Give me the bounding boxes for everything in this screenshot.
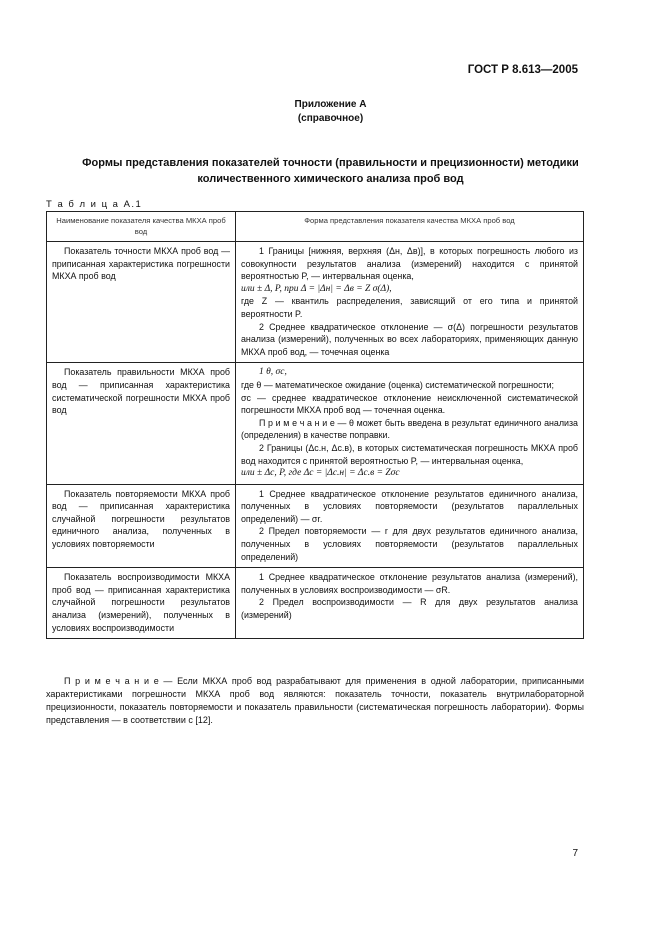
table-row: [47, 242, 584, 363]
form-line: где θ — математическое ожидание (оценка) систематической погрешности;: [241, 379, 555, 390]
form-line: 2 Предел повторяемости — r для двух результатов единичного анализа, полученных в условиях повторяемости (результатов параллельных определений): [241, 526, 578, 562]
header-representation-form: Форма представления показателя качества МКХА проб вод: [236, 212, 584, 242]
form-note: П р и м е ч а н и е — θ может быть введена в результат единичного анализа (определения) в качестве поправки.: [241, 417, 578, 441]
form-formula: 1 θ, σс,: [259, 367, 287, 378]
section-title: Формы представления показателей точности (правильности и прецизионности) методики количественного химического анализа проб вод: [82, 157, 579, 185]
indicator-name: Показатель воспроизводимости МКХА проб вод — приписанная характеристика случайной погрешности результатов анализа (измерений), полученных в условиях воспроизводимости: [52, 572, 230, 633]
appendix-title: Приложение А: [294, 99, 367, 110]
quality-indicators-table: [46, 211, 584, 639]
indicator-name-cell: [47, 242, 236, 363]
form-line: 1 Среднее квадратическое отклонение результатов анализа (измерений), полученных в условиях воспроизводимости — σR.: [241, 572, 578, 595]
form-formula: или ± Δс, P, где Δс = |Δс.н| = Δс.в = Zσс: [241, 468, 400, 479]
form-line: 2 Границы (Δс.н, Δс.в), в которых систематическая погрешность МКХА проб вод находится с принятой вероятностью P, — интервальная оценка,: [241, 442, 578, 466]
table-row: [47, 568, 584, 639]
table-label: Т а б л и ц а А.1: [46, 199, 143, 210]
table-row: [47, 363, 584, 484]
form-line: 1 Границы [нижняя, верхняя (Δн, Δв)], в которых погрешность любого из совокупности результатов анализа (измерений) находится с принятой вероятностью P, — интервальная оценка,: [241, 246, 578, 282]
indicator-name: Показатель правильности МКХА проб вод — приписанная характеристика систематической погрешности МКХА проб вод: [52, 367, 230, 416]
appendix-heading: [0, 98, 661, 126]
form-line: σс — среднее квадратическое отклонение неисключенной систематической погрешности МКХА проб вод — точечная оценка.: [241, 392, 578, 416]
table-header-row: [47, 212, 584, 242]
representation-form-cell: [236, 568, 584, 639]
indicator-name: Показатель точности МКХА проб вод — приписанная характеристика погрешности МКХА проб вод: [52, 246, 230, 282]
representation-form-cell: [236, 242, 584, 363]
form-line: где Z — квантиль распределения, зависящий от его типа и принятой вероятности P.: [241, 296, 578, 319]
indicator-name-cell: [47, 363, 236, 484]
representation-form-cell: [236, 363, 584, 484]
form-line: 2 Среднее квадратическое отклонение — σ(Δ) погрешности результатов анализа (измерений), полученных во всех лабораториях, применяющих данную МКХА проб вод, — точечная оценка: [241, 321, 578, 357]
indicator-name-cell: [47, 568, 236, 639]
table-footnote: П р и м е ч а н и е — Если МКХА проб вод разрабатывают для применения в одной лаборатории, приписанными характеристиками погрешности МКХА проб вод являются: показатель точности, показатель внутрилабораторной прецизионности, показатель повторяемости и показатель правильности (систематическая погрешность лаборатории). Формы представления — в соответствии с [12].: [46, 676, 584, 725]
table-row: [47, 484, 584, 568]
form-formula: или ± Δ, P, при Δ = |Δн| = Δв = Z σ(Δ),: [241, 283, 392, 294]
indicator-name-cell: [47, 484, 236, 568]
appendix-subtitle: (справочное): [297, 113, 364, 124]
form-line: 2 Предел воспроизводимости — R для двух результатов анализа (измерений): [241, 597, 578, 621]
form-line: 1 Среднее квадратическое отклонение результатов единичного анализа, полученных в условиях повторяемости (результатов параллельных определений) — σr.: [241, 488, 578, 524]
representation-form-cell: [236, 484, 584, 568]
indicator-name: Показатель повторяемости МКХА проб вод — приписанная характеристика случайной погрешности результатов единичного анализа, полученных в условиях повторяемости: [52, 488, 230, 550]
standard-number: ГОСТ Р 8.613—2005: [467, 64, 578, 76]
header-indicator-name: Наименование показателя качества МКХА проб вод: [47, 212, 236, 242]
page-number: 7: [572, 848, 578, 859]
